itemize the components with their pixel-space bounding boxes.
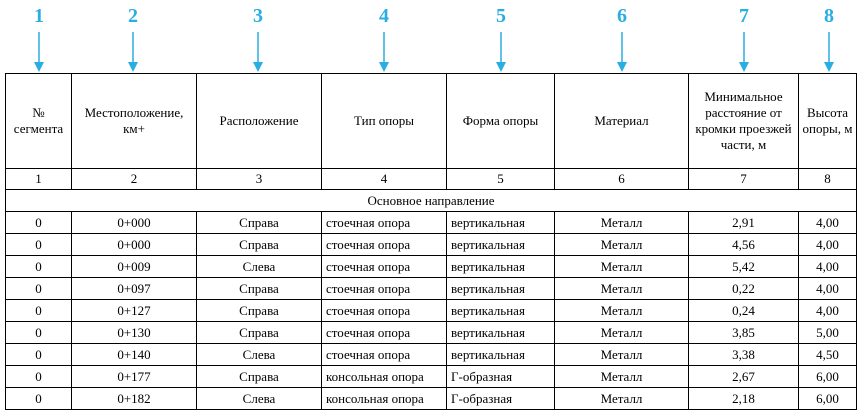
table-row xyxy=(6,234,857,256)
table-cell: 0 xyxy=(6,366,72,388)
table-cell: 0 xyxy=(6,322,72,344)
column-marker-4: 4 xyxy=(379,5,389,27)
table-cell: 0+182 xyxy=(72,388,197,410)
table-cell: 0 xyxy=(6,212,72,234)
table-row xyxy=(6,256,857,278)
table-cell: 0+130 xyxy=(72,322,197,344)
index-cell: 1 xyxy=(6,169,72,190)
table-cell: Слева xyxy=(197,344,322,366)
table-cell: стоечная опора xyxy=(322,344,447,366)
table-cell: 3,85 xyxy=(689,322,799,344)
table-cell: Металл xyxy=(555,256,689,278)
column-marker-7: 7 xyxy=(739,5,749,27)
table-cell: 5,42 xyxy=(689,256,799,278)
table-cell: консольная опора xyxy=(322,388,447,410)
table-cell: Справа xyxy=(197,300,322,322)
table-cell: Металл xyxy=(555,322,689,344)
header-location: Местоположение, км+ xyxy=(72,74,197,169)
table-cell: Г-образная xyxy=(447,366,555,388)
header-height: Высота опоры, м xyxy=(799,74,857,169)
table-cell: стоечная опора xyxy=(322,300,447,322)
table-body xyxy=(6,212,857,410)
table-row xyxy=(6,366,857,388)
table-row xyxy=(6,212,857,234)
table-cell: вертикальная xyxy=(447,344,555,366)
table-cell: 2,18 xyxy=(689,388,799,410)
table-cell: 5,00 xyxy=(799,322,857,344)
arrow-down-icon xyxy=(128,32,138,72)
table-cell: 0 xyxy=(6,344,72,366)
table-cell: 0 xyxy=(6,234,72,256)
supports-table xyxy=(5,73,857,410)
column-marker-2: 2 xyxy=(128,5,138,27)
table-cell: Г-образная xyxy=(447,388,555,410)
table-cell: вертикальная xyxy=(447,278,555,300)
table-cell: 0+127 xyxy=(72,300,197,322)
table-cell: Металл xyxy=(555,344,689,366)
table-cell: 2,91 xyxy=(689,212,799,234)
column-marker-5: 5 xyxy=(496,5,506,27)
table-cell: Справа xyxy=(197,322,322,344)
index-cell: 4 xyxy=(322,169,447,190)
table-cell: 4,00 xyxy=(799,212,857,234)
table-cell: стоечная опора xyxy=(322,322,447,344)
table-cell: Металл xyxy=(555,366,689,388)
table-cell: 0,24 xyxy=(689,300,799,322)
arrow-down-icon xyxy=(617,32,627,72)
index-cell: 6 xyxy=(555,169,689,190)
table-cell: стоечная опора xyxy=(322,212,447,234)
table-cell: 2,67 xyxy=(689,366,799,388)
table-cell: 0 xyxy=(6,256,72,278)
column-index-row xyxy=(6,169,857,190)
table-cell: 4,00 xyxy=(799,256,857,278)
section-row xyxy=(6,190,857,212)
table-cell: стоечная опора xyxy=(322,256,447,278)
table-row xyxy=(6,278,857,300)
table-cell: Справа xyxy=(197,278,322,300)
table-cell: 0+177 xyxy=(72,366,197,388)
table-cell: Справа xyxy=(197,212,322,234)
column-marker-6: 6 xyxy=(617,5,627,27)
arrow-down-icon xyxy=(379,32,389,72)
table-row xyxy=(6,344,857,366)
table-cell: 0+000 xyxy=(72,212,197,234)
table-cell: Металл xyxy=(555,234,689,256)
index-cell: 5 xyxy=(447,169,555,190)
arrow-down-icon xyxy=(739,32,749,72)
arrow-down-icon xyxy=(496,32,506,72)
column-marker-1: 1 xyxy=(34,5,44,27)
arrow-down-icon xyxy=(34,32,44,72)
header-segment: № сегмента xyxy=(6,74,72,169)
table-cell: 4,56 xyxy=(689,234,799,256)
table-cell: 0 xyxy=(6,388,72,410)
table-row xyxy=(6,322,857,344)
table-cell: 3,38 xyxy=(689,344,799,366)
column-marker-8: 8 xyxy=(824,5,834,27)
header-material: Материал xyxy=(555,74,689,169)
table-cell: вертикальная xyxy=(447,256,555,278)
table-cell: 6,00 xyxy=(799,366,857,388)
table-cell: 0 xyxy=(6,300,72,322)
index-cell: 7 xyxy=(689,169,799,190)
table-cell: Справа xyxy=(197,234,322,256)
table-cell: 4,00 xyxy=(799,300,857,322)
table-cell: вертикальная xyxy=(447,322,555,344)
table-cell: Металл xyxy=(555,300,689,322)
index-cell: 8 xyxy=(799,169,857,190)
header-support-shape: Форма опоры xyxy=(447,74,555,169)
table-cell: вертикальная xyxy=(447,234,555,256)
table-cell: Слева xyxy=(197,256,322,278)
table-cell: 0+000 xyxy=(72,234,197,256)
header-position: Расположение xyxy=(197,74,322,169)
table-cell: 0 xyxy=(6,278,72,300)
table-cell: 0+097 xyxy=(72,278,197,300)
index-cell: 2 xyxy=(72,169,197,190)
header-support-type: Тип опоры xyxy=(322,74,447,169)
table-cell: Металл xyxy=(555,212,689,234)
table-cell: вертикальная xyxy=(447,300,555,322)
table-cell: 4,00 xyxy=(799,234,857,256)
table-cell: Справа xyxy=(197,366,322,388)
table-cell: 4,00 xyxy=(799,278,857,300)
column-markers xyxy=(0,0,860,72)
table-row xyxy=(6,300,857,322)
table-cell: 0+140 xyxy=(72,344,197,366)
table-cell: Слева xyxy=(197,388,322,410)
table-cell: консольная опора xyxy=(322,366,447,388)
column-marker-3: 3 xyxy=(253,5,263,27)
section-title: Основное направление xyxy=(6,190,857,212)
table-cell: Металл xyxy=(555,388,689,410)
table-cell: стоечная опора xyxy=(322,278,447,300)
table-cell: стоечная опора xyxy=(322,234,447,256)
arrow-down-icon xyxy=(824,32,834,72)
index-cell: 3 xyxy=(197,169,322,190)
table-cell: 0,22 xyxy=(689,278,799,300)
header-row xyxy=(6,74,857,169)
header-min-distance: Минимальное расстояние от кромки проезжей части, м xyxy=(689,74,799,169)
table-cell: 4,50 xyxy=(799,344,857,366)
table-cell: Металл xyxy=(555,278,689,300)
table-row xyxy=(6,388,857,410)
table-cell: 6,00 xyxy=(799,388,857,410)
arrow-down-icon xyxy=(253,32,263,72)
table-cell: 0+009 xyxy=(72,256,197,278)
table-cell: вертикальная xyxy=(447,212,555,234)
